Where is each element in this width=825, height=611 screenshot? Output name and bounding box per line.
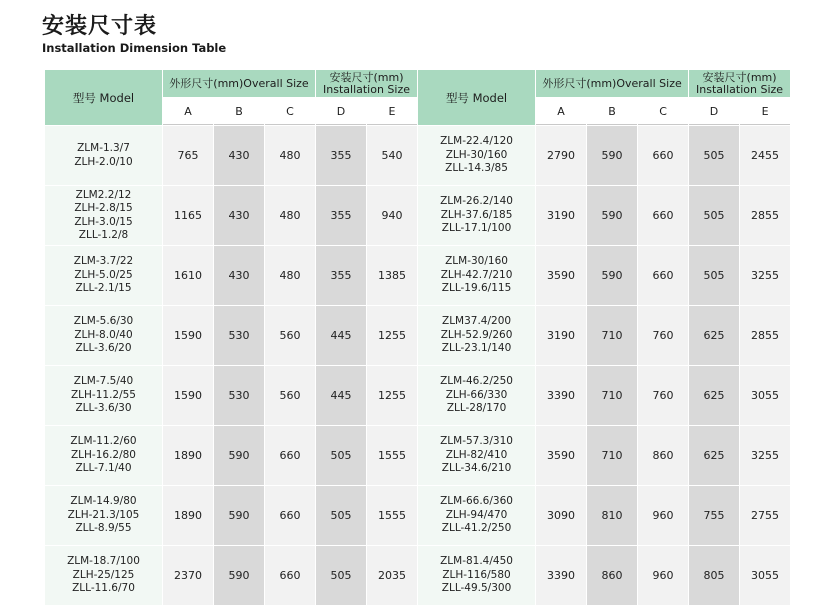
title-block <box>42 14 226 55</box>
value-cell-b: 430 <box>214 126 264 185</box>
value-cell-d: 355 <box>316 126 366 185</box>
table-body <box>45 126 790 605</box>
model-name: ZLH-2.0/10 <box>74 155 133 168</box>
value-cell-e: 3055 <box>740 366 790 425</box>
value-cell-c: 660 <box>265 486 315 545</box>
model-name: ZLM2.2/12 <box>75 188 132 201</box>
model-name: ZLL-19.6/115 <box>441 282 512 295</box>
value-cell-e: 3255 <box>740 246 790 305</box>
value-cell-b: 710 <box>587 366 637 425</box>
value-cell-b: 590 <box>587 126 637 185</box>
model-cell <box>418 486 535 545</box>
model-name: ZLM-7.5/40 <box>73 375 134 388</box>
value-cell-c: 660 <box>638 186 688 245</box>
value-cell-b: 710 <box>587 426 637 485</box>
model-name: ZLH-5.0/25 <box>74 268 133 281</box>
value-cell-b: 530 <box>214 306 264 365</box>
value-cell-a: 1590 <box>163 366 213 425</box>
model-cell <box>418 366 535 425</box>
value-cell-e: 1555 <box>367 426 417 485</box>
value-cell-b: 530 <box>214 366 264 425</box>
model-name: ZLL-8.9/55 <box>75 522 132 535</box>
value-cell-a: 1890 <box>163 486 213 545</box>
value-cell-d: 755 <box>689 486 739 545</box>
model-name: ZLH-11.2/55 <box>70 388 136 401</box>
value-cell-b: 590 <box>214 486 264 545</box>
value-cell-b: 590 <box>214 546 264 605</box>
value-cell-c: 480 <box>265 246 315 305</box>
model-name: ZLL-49.5/300 <box>441 582 512 595</box>
column-header-c: C <box>638 98 688 125</box>
model-name: ZLL-7.1/40 <box>75 462 132 475</box>
page-title: 安装尺寸表 <box>42 14 158 39</box>
model-name: ZLH-3.0/15 <box>74 215 133 228</box>
installation-size-header: 安装尺寸(mm) Installation Size <box>689 70 790 97</box>
model-name: ZLM37.4/200 <box>442 315 512 328</box>
value-cell-a: 765 <box>163 126 213 185</box>
value-cell-c: 560 <box>265 366 315 425</box>
model-name: ZLM-66.6/360 <box>440 495 513 508</box>
table-row <box>45 126 790 185</box>
value-cell-c: 660 <box>265 426 315 485</box>
model-name: ZLM-11.2/60 <box>70 435 137 448</box>
model-name: ZLH-21.3/105 <box>67 508 140 521</box>
model-column-header: 型号 Model <box>45 70 162 125</box>
value-cell-b: 430 <box>214 246 264 305</box>
value-cell-e: 540 <box>367 126 417 185</box>
value-cell-d: 625 <box>689 306 739 365</box>
model-name: ZLL-2.1/15 <box>75 282 132 295</box>
value-cell-b: 430 <box>214 186 264 245</box>
value-cell-b: 710 <box>587 306 637 365</box>
value-cell-e: 1255 <box>367 366 417 425</box>
value-cell-c: 480 <box>265 126 315 185</box>
model-name: ZLH-66/330 <box>445 388 508 401</box>
model-name: ZLH-52.9/260 <box>440 328 513 341</box>
installation-size-header: 安装尺寸(mm) Installation Size <box>316 70 417 97</box>
model-cell <box>45 246 162 305</box>
value-cell-a: 1890 <box>163 426 213 485</box>
model-cell <box>45 546 162 605</box>
value-cell-e: 1385 <box>367 246 417 305</box>
column-header-b: B <box>587 98 637 125</box>
model-name: ZLM-57.3/310 <box>440 435 513 448</box>
model-name: ZLH-94/470 <box>445 508 508 521</box>
value-cell-d: 355 <box>316 246 366 305</box>
model-cell <box>418 246 535 305</box>
value-cell-e: 1555 <box>367 486 417 545</box>
value-cell-a: 3590 <box>536 426 586 485</box>
value-cell-b: 590 <box>214 426 264 485</box>
table-row <box>45 306 790 365</box>
model-name: ZLL-3.6/20 <box>75 342 132 355</box>
model-name: ZLM-81.4/450 <box>440 555 513 568</box>
model-cell <box>45 426 162 485</box>
model-cell <box>418 186 535 245</box>
model-column-header: 型号 Model <box>418 70 535 125</box>
model-name: ZLM-1.3/7 <box>77 142 130 154</box>
model-name: ZLM-30/160 <box>445 255 508 268</box>
table-row <box>45 246 790 305</box>
value-cell-c: 960 <box>638 546 688 605</box>
value-cell-c: 760 <box>638 366 688 425</box>
model-name: ZLH-116/580 <box>442 568 511 581</box>
model-name: ZLH-42.7/210 <box>440 268 513 281</box>
overall-size-header: 外形尺寸(mm)Overall Size <box>536 70 688 97</box>
column-header-c: C <box>265 98 315 125</box>
value-cell-d: 505 <box>316 486 366 545</box>
model-name: ZLH-82/410 <box>445 448 508 461</box>
value-cell-a: 2370 <box>163 546 213 605</box>
table-row <box>45 426 790 485</box>
value-cell-d: 445 <box>316 306 366 365</box>
value-cell-e: 2755 <box>740 486 790 545</box>
value-cell-d: 445 <box>316 366 366 425</box>
value-cell-a: 1165 <box>163 186 213 245</box>
column-header-b: B <box>214 98 264 125</box>
model-cell <box>45 366 162 425</box>
model-cell <box>45 306 162 365</box>
value-cell-a: 3190 <box>536 306 586 365</box>
model-name: ZLL-14.3/85 <box>445 162 508 175</box>
model-name: ZLH-25/125 <box>72 568 135 581</box>
value-cell-e: 940 <box>367 186 417 245</box>
model-name: ZLM-22.4/120 <box>440 135 513 148</box>
value-cell-b: 590 <box>587 246 637 305</box>
value-cell-c: 560 <box>265 306 315 365</box>
value-cell-a: 3190 <box>536 186 586 245</box>
page-subtitle: Installation Dimension Table <box>42 41 227 55</box>
model-cell <box>418 546 535 605</box>
model-name: ZLM-3.7/22 <box>73 255 134 268</box>
value-cell-a: 1610 <box>163 246 213 305</box>
model-name: ZLL-1.2/8 <box>78 229 129 241</box>
dimension-table <box>44 69 791 606</box>
value-cell-d: 505 <box>316 426 366 485</box>
model-name: ZLL-41.2/250 <box>441 522 512 535</box>
value-cell-a: 1590 <box>163 306 213 365</box>
model-cell <box>45 186 162 245</box>
model-name: ZLH-37.6/185 <box>440 208 513 221</box>
value-cell-d: 355 <box>316 186 366 245</box>
value-cell-e: 2035 <box>367 546 417 605</box>
value-cell-e: 3255 <box>740 426 790 485</box>
value-cell-c: 660 <box>638 246 688 305</box>
value-cell-c: 760 <box>638 306 688 365</box>
value-cell-d: 805 <box>689 546 739 605</box>
table-row <box>45 366 790 425</box>
column-header-a: A <box>163 98 213 125</box>
model-cell <box>418 306 535 365</box>
value-cell-d: 505 <box>689 246 739 305</box>
model-name: ZLH-30/160 <box>445 148 508 161</box>
model-name: ZLM-26.2/140 <box>440 195 513 208</box>
column-header-d: D <box>316 98 366 125</box>
value-cell-d: 625 <box>689 426 739 485</box>
value-cell-c: 860 <box>638 426 688 485</box>
value-cell-e: 2855 <box>740 186 790 245</box>
column-header-d: D <box>689 98 739 125</box>
model-cell <box>45 486 162 545</box>
column-header-e: E <box>367 98 417 125</box>
model-name: ZLH-16.2/80 <box>70 448 136 461</box>
value-cell-c: 960 <box>638 486 688 545</box>
model-name: ZLL-17.1/100 <box>441 222 512 235</box>
value-cell-a: 3590 <box>536 246 586 305</box>
value-cell-e: 3055 <box>740 546 790 605</box>
value-cell-c: 660 <box>638 126 688 185</box>
model-name: ZLH-2.8/15 <box>74 202 133 214</box>
model-cell <box>418 126 535 185</box>
model-name: ZLH-8.0/40 <box>74 328 133 341</box>
value-cell-a: 2790 <box>536 126 586 185</box>
value-cell-a: 3090 <box>536 486 586 545</box>
value-cell-b: 860 <box>587 546 637 605</box>
value-cell-c: 480 <box>265 186 315 245</box>
value-cell-c: 660 <box>265 546 315 605</box>
value-cell-d: 505 <box>689 186 739 245</box>
value-cell-a: 3390 <box>536 546 586 605</box>
value-cell-e: 2855 <box>740 306 790 365</box>
model-name: ZLM-14.9/80 <box>70 495 137 508</box>
model-cell <box>45 126 162 185</box>
table-row <box>45 186 790 245</box>
value-cell-d: 505 <box>316 546 366 605</box>
model-name: ZLM-46.2/250 <box>440 375 513 388</box>
value-cell-b: 810 <box>587 486 637 545</box>
column-header-e: E <box>740 98 790 125</box>
value-cell-e: 2455 <box>740 126 790 185</box>
value-cell-d: 625 <box>689 366 739 425</box>
model-name: ZLM-5.6/30 <box>73 315 134 328</box>
value-cell-a: 3390 <box>536 366 586 425</box>
table-row <box>45 546 790 605</box>
model-name: ZLL-34.6/210 <box>441 462 512 475</box>
table-row <box>45 486 790 545</box>
model-name: ZLL-28/170 <box>446 402 507 415</box>
overall-size-header: 外形尺寸(mm)Overall Size <box>163 70 315 97</box>
model-name: ZLL-3.6/30 <box>75 402 132 415</box>
model-name: ZLL-11.6/70 <box>72 582 135 595</box>
model-name: ZLL-23.1/140 <box>441 342 512 355</box>
value-cell-b: 590 <box>587 186 637 245</box>
model-name: ZLM-18.7/100 <box>67 555 140 568</box>
value-cell-d: 505 <box>689 126 739 185</box>
value-cell-e: 1255 <box>367 306 417 365</box>
column-header-a: A <box>536 98 586 125</box>
model-cell <box>418 426 535 485</box>
